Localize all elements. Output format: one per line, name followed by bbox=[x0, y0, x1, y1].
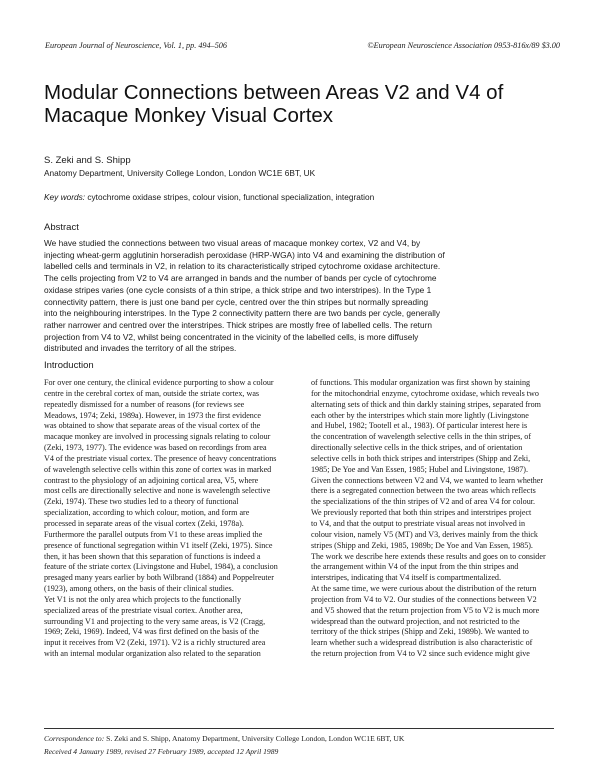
abstract-line: connectivity pattern, there is just one band per cycle, centred over the thin stripes but normally spreading bbox=[44, 296, 429, 307]
body-line: specialized areas of the prestriate visual cortex. Another area, bbox=[44, 605, 243, 615]
body-line: selective cells in both thick stripes and interstripes (Shipp and Zeki, bbox=[311, 453, 531, 463]
body-line: surrounding V1 and projecting to the very same areas, is V2 (Cragg, bbox=[44, 616, 266, 626]
body-line: For over one century, the clinical evidence purporting to show a colour bbox=[44, 378, 274, 387]
keywords bbox=[44, 192, 374, 202]
body-line: of wavelength selective cells within this zone of cortex was in marked bbox=[44, 464, 272, 474]
keywords-label: Key words: bbox=[44, 192, 86, 202]
keywords-text: cytochrome oxidase stripes, colour vision, functional specialization, integration bbox=[87, 192, 375, 202]
body-line: territory of the thick stripes (Shipp and Zeki, 1989b). We wanted to bbox=[311, 627, 529, 637]
abstract-line: We have studied the connections between two visual areas of macaque monkey cortex, V2 and V4, by bbox=[44, 238, 421, 248]
abstract-line: projection from V4 to V2, whilst being concentrated in the vicinity of the labelled cells, is more diffusely bbox=[44, 331, 419, 342]
authors: S. Zeki and S. Shipp bbox=[44, 155, 131, 166]
body-line: and Hubel, 1982; Tootell et al., 1983). Of particular interest here is bbox=[311, 421, 528, 431]
body-line: alternating sets of thick and thin darkly staining stripes, separated from bbox=[311, 399, 541, 409]
abstract-line: oxidase stripes varies (one cycle consists of a thin stripe, a thick stripe and two interstripes). In the Type 1 bbox=[44, 284, 432, 295]
running-head bbox=[45, 41, 560, 50]
body-line: was obtained to show that separate areas of the visual cortex of the bbox=[44, 421, 261, 431]
introduction-right-column bbox=[311, 378, 565, 660]
body-line: The work we describe here extends these results and goes on to consider bbox=[311, 551, 546, 561]
body-line: processed in separate areas of the visual cortex (Zeki, 1978a). bbox=[44, 518, 244, 528]
introduction-heading: Introduction bbox=[44, 360, 94, 371]
received-dates: Received 4 January 1989, revised 27 February 1989, accepted 12 April 1989 bbox=[44, 747, 279, 756]
body-line: to V4, and that the output to prestriate visual areas not involved in bbox=[311, 518, 526, 528]
body-line: At the same time, we were curious about the distribution of the return bbox=[311, 584, 537, 594]
body-line: repeatedly dismissed for a number of reasons (for reviews see bbox=[44, 399, 245, 409]
body-line: with an internal modular organization also related to the separation bbox=[44, 649, 261, 659]
body-line: Yet V1 is not the only area which projects to the functionally bbox=[44, 594, 242, 604]
body-line: the concentration of wavelength selective cells in the thin stripes, of bbox=[311, 432, 532, 442]
body-line: (Zeki, 1973, 1977). The evidence was based on recordings from area bbox=[44, 443, 267, 453]
body-line: presence of functional segregation within V1 itself (Zeki, 1975). Since bbox=[44, 540, 273, 550]
body-line: 1985; De Yoe and Van Essen, 1985; Hubel and Livingstone, 1987). bbox=[311, 464, 529, 474]
correspondence-footnote bbox=[44, 734, 404, 743]
body-line: each other by the interstripes which stain more lightly (Livingstone bbox=[311, 410, 529, 420]
body-line: feature of the striate cortex (Livingstone and Hubel, 1984), a conclusion bbox=[44, 562, 278, 572]
body-line: for the mitochondrial enzyme, cytochrome oxidase, which reveals two bbox=[311, 388, 539, 398]
body-line: input it receives from V2 (Zeki, 1971). V2 is a richly structured area bbox=[44, 638, 266, 648]
body-line: Furthermore the parallel outputs from V1 to these areas implied the bbox=[44, 529, 263, 539]
abstract-line: The cells projecting from V2 to V4 are arranged in bands and the number of bands per cycle of cytochrome bbox=[44, 273, 437, 284]
title-line: Modular Connections between Areas V2 and V4 of bbox=[44, 81, 504, 104]
abstract-line: injecting wheat-germ agglutinin horseradish peroxidase (HRP-WGA) into V4 and examining the distribution of bbox=[44, 249, 445, 260]
body-line: Given the connections between V2 and V4, we wanted to learn whether bbox=[311, 475, 544, 485]
body-line: widespread than the outward projection, and not restricted to the bbox=[311, 616, 520, 626]
copyright-notice: ©European Neuroscience Association 0953-816x/89 $3.00 bbox=[367, 41, 560, 50]
body-line: then, it has been shown that this separation of functions is indeed a bbox=[44, 551, 261, 561]
body-line: We previously reported that both thin stripes and interstripes project bbox=[311, 508, 532, 518]
body-line: (Zeki, 1974). These two studies led to a theory of functional bbox=[44, 497, 239, 507]
footnote-divider bbox=[44, 728, 554, 729]
body-line: presaged many years earlier by both Wilbrand (1884) and Poppelreuter bbox=[44, 573, 274, 583]
body-line: learn whether such a widespread distribution is also characteristic of bbox=[311, 638, 533, 648]
introduction-left-column bbox=[44, 378, 298, 660]
body-line: and V5 showed that the return projection from V5 to V2 is much more bbox=[311, 605, 540, 615]
correspondence-text: S. Zeki and S. Shipp, Anatomy Department, University College London, London WC1E 6BT, UK bbox=[106, 734, 405, 743]
abstract-heading: Abstract bbox=[44, 222, 79, 233]
affiliation: Anatomy Department, University College London, London WC1E 6BT, UK bbox=[44, 168, 316, 178]
abstract-line: labelled cells and terminals in V2, in relation to its characteristically striped cytochrome oxidase architecture. bbox=[44, 261, 441, 272]
article-title bbox=[44, 81, 564, 127]
body-line: stripes (Shipp and Zeki, 1985, 1989b; De Yoe and Van Essen, 1985). bbox=[311, 540, 533, 550]
correspondence-label: Correspondence to: bbox=[44, 734, 105, 743]
abstract-line: rather narrower and centred over the interstripes. Thick stripes are mostly free of labelled cells. The return bbox=[44, 319, 432, 330]
body-line: the return projection from V4 to V2 since such evidence might give bbox=[311, 649, 530, 659]
title-line: Macaque Monkey Visual Cortex bbox=[44, 104, 334, 127]
body-line: (1923), among others, on the basis of their clinical studies. bbox=[44, 584, 234, 594]
body-line: projection from V4 to V2. Our studies of the connections between V2 bbox=[311, 594, 537, 604]
body-line: directionally selective cells in the thick stripes, and of orientation bbox=[311, 443, 523, 453]
abstract-text bbox=[44, 238, 554, 355]
body-line: there is a segregated connection between the two areas which reflects bbox=[311, 486, 536, 496]
abstract-line: distributed and invades the territory of all the stripes. bbox=[44, 343, 237, 354]
body-line: most cells are directionally selective and none is wavelength selective bbox=[44, 486, 271, 496]
body-line: the specializations of the thin stripes of V2 and of area V4 for colour. bbox=[311, 497, 536, 507]
body-line: specialization, according to which colour, motion, and form are bbox=[44, 508, 250, 518]
body-line: centre in the cerebral cortex of man, outside the striate cortex, was bbox=[44, 388, 260, 398]
body-line: interstripes, indicating that V4 itself is compartmentalized. bbox=[311, 573, 502, 583]
body-line: contrast to the physiology of an adjoining cortical area, V5, where bbox=[44, 475, 259, 485]
body-line: 1969; Zeki, 1969). Indeed, V4 was first defined on the basis of the bbox=[44, 627, 259, 637]
body-line: Meadows, 1974; Zeki, 1989a). However, in 1973 the first evidence bbox=[44, 410, 262, 420]
body-line: of functions. This modular organization was first shown by staining bbox=[311, 378, 531, 387]
abstract-line: into the neighbouring interstripes. In the Type 2 connectivity pattern there are two bands per cycle, generally bbox=[44, 308, 441, 319]
body-line: macaque monkey are involved in processing signals relating to colour bbox=[44, 432, 271, 442]
body-line: V4 of the prestriate visual cortex. The presence of heavy concentrations bbox=[44, 453, 277, 463]
body-line: colour vision, namely V5 (MT) and V3, derives mainly from the thick bbox=[311, 529, 538, 539]
body-line: the arrangement within V4 of the input from the thin stripes and bbox=[311, 562, 519, 572]
journal-citation: European Journal of Neuroscience, Vol. 1, pp. 494–506 bbox=[45, 41, 227, 50]
